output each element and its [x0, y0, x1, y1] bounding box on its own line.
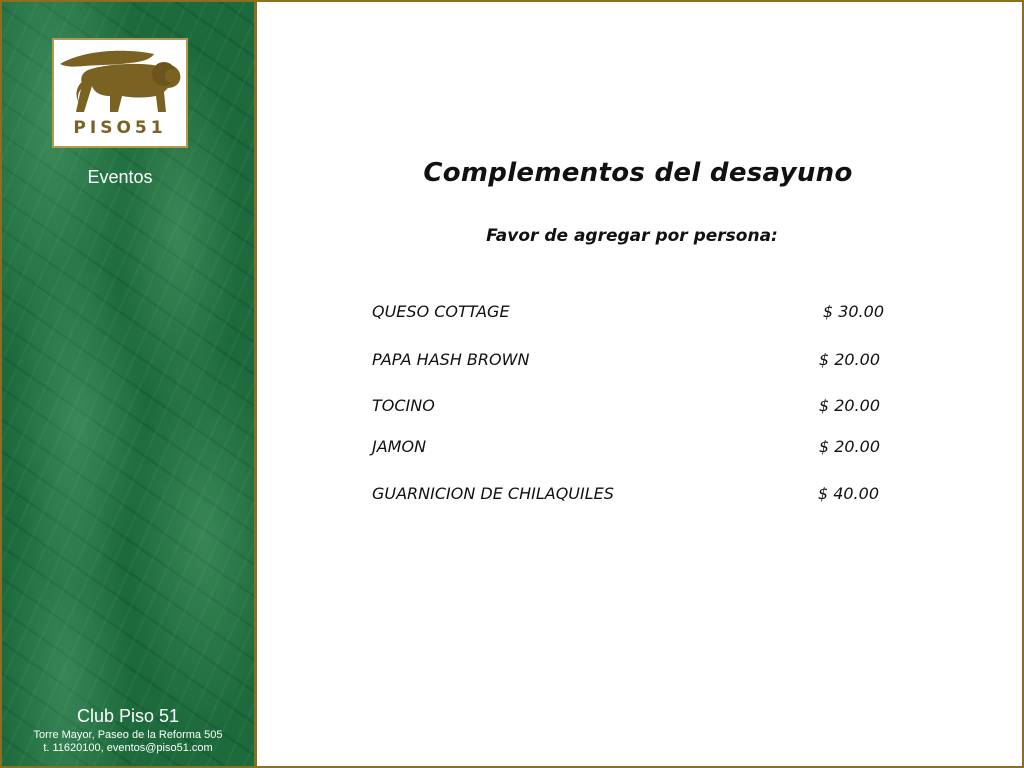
menu-item-name: JAMON	[372, 437, 427, 456]
sidebar	[2, 2, 257, 766]
section-label: Eventos	[87, 167, 153, 187]
menu-item-name: GUARNICION DE CHILAQUILES	[372, 484, 614, 503]
menu-item-name: PAPA HASH BROWN	[372, 350, 530, 369]
menu-item-price: $ 30.00	[822, 302, 884, 321]
menu-item-name: QUESO COTTAGE	[372, 302, 510, 321]
page-title: Complementos del desayuno	[423, 158, 853, 188]
menu-item-price: $ 40.00	[817, 484, 879, 503]
menu-item-price: $ 20.00	[818, 437, 880, 456]
logo-text: PISO51	[73, 118, 167, 138]
page-subtitle: Favor de agregar por persona:	[486, 226, 778, 246]
address-line: Torre Mayor, Paseo de la Reforma 505	[33, 729, 223, 741]
contact-line: t. 11620100, eventos@piso51.com	[43, 742, 213, 754]
club-name: Club Piso 51	[76, 706, 180, 726]
logo	[52, 38, 188, 148]
menu-item-name: TOCINO	[372, 396, 435, 415]
menu-item-price: $ 20.00	[818, 350, 880, 369]
menu-item-price: $ 20.00	[818, 396, 880, 415]
